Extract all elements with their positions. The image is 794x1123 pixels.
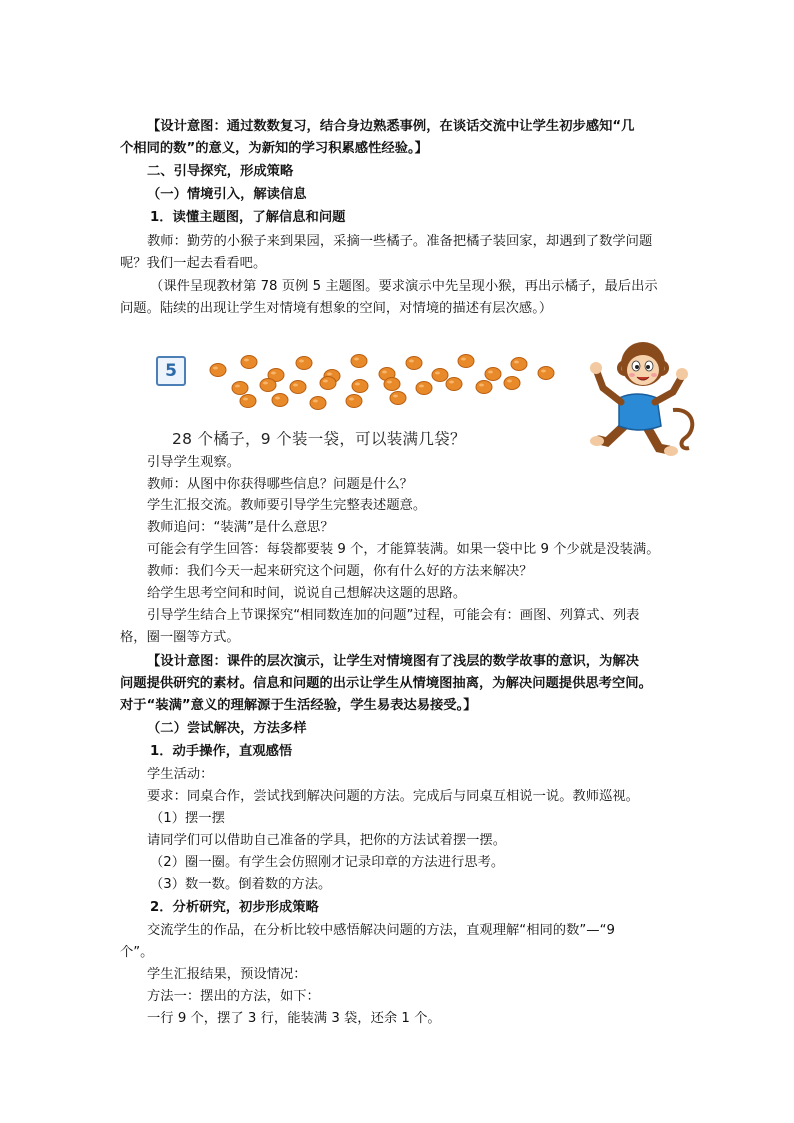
orange-icon bbox=[432, 369, 448, 382]
paragraph-line: 个”。 bbox=[120, 945, 154, 960]
paragraph-line: 学生活动： bbox=[147, 767, 214, 782]
orange-icon bbox=[504, 377, 520, 390]
paragraph-line: 一行 9 个，摆了 3 行，能装满 3 袋，还余 1 个。 bbox=[147, 1011, 441, 1026]
orange-icon bbox=[241, 356, 257, 369]
orange-icon bbox=[260, 379, 276, 392]
orange-icon bbox=[310, 397, 326, 410]
theme-figure bbox=[148, 328, 608, 454]
paragraph-line: 教师追问：“装满”是什么意思？ bbox=[147, 520, 334, 535]
paragraph-line: 引导学生观察。 bbox=[147, 455, 241, 470]
orange-icon bbox=[351, 355, 367, 368]
heading-line: 问题提供研究的素材。信息和问题的出示让学生从情境图抽离，为解决问题提供思考空间。 bbox=[120, 676, 652, 691]
paragraph-line: 学生汇报结果，预设情况： bbox=[147, 967, 307, 982]
paragraph-line: 可能会有学生回答：每袋都要装 9 个，才能算装满。如果一袋中比 9 个少就是没装满。 bbox=[147, 542, 660, 557]
paragraph-line: 教师：我们今天一起来研究这个问题，你有什么好的方法来解决？ bbox=[147, 564, 533, 579]
heading-line: 个相同的数”的意义，为新知的学习积累感性经验。】 bbox=[120, 141, 428, 156]
heading-line: 【设计意图：课件的层次演示，让学生对情境图有了浅层的数学故事的意识，为解决 bbox=[147, 654, 639, 669]
paragraph-line: 请同学们可以借助自己准备的学具，把你的方法试着摆一摆。 bbox=[147, 833, 507, 848]
paragraph-line: 问题。陆续的出现让学生对情境有想象的空间，对情境的描述有层次感。） bbox=[120, 301, 553, 316]
orange-icon bbox=[511, 358, 527, 371]
paragraph-line: 教师：勤劳的小猴子来到果园，采摘一些橘子。准备把橘子装回家，却遇到了数学问题 bbox=[147, 234, 653, 249]
paragraph-line: （2）圈一圈。有学生会仿照刚才记录印章的方法进行思考。 bbox=[150, 855, 505, 870]
orange-icon bbox=[352, 380, 368, 393]
orange-icon bbox=[320, 377, 336, 390]
example-number-badge: 5 bbox=[156, 356, 186, 386]
paragraph-line: （课件呈现教材第 78 页例 5 主题图。要求演示中先呈现小猴，再出示橘子，最后出示 bbox=[150, 279, 658, 294]
heading-line: 1．动手操作，直观感悟 bbox=[150, 744, 293, 759]
orange-icon bbox=[290, 381, 306, 394]
heading-line: （一）情境引入，解读信息 bbox=[147, 187, 307, 202]
orange-icon bbox=[296, 357, 312, 370]
oranges-illustration bbox=[148, 328, 608, 428]
paragraph-line: 给学生思考空间和时间，说说自己想解决这题的思路。 bbox=[147, 586, 467, 601]
paragraph-line: 方法一：摆出的方法，如下： bbox=[147, 989, 320, 1004]
heading-line: 对于“装满”意义的理解源于生活经验，学生易表达易接受。】 bbox=[120, 698, 477, 713]
paragraph-line: （3）数一数。倒着数的方法。 bbox=[150, 877, 332, 892]
orange-icon bbox=[446, 378, 462, 391]
orange-icon bbox=[538, 367, 554, 380]
orange-icon bbox=[232, 382, 248, 395]
orange-icon bbox=[384, 378, 400, 391]
heading-line: 1．读懂主题图，了解信息和问题 bbox=[150, 210, 346, 225]
heading-line: 2．分析研究，初步形成策略 bbox=[150, 900, 319, 915]
orange-icon bbox=[346, 395, 362, 408]
paragraph-line: 学生汇报交流。教师要引导学生完整表述题意。 bbox=[147, 498, 427, 513]
paragraph-line: 教师：从图中你获得哪些信息？问题是什么？ bbox=[147, 477, 413, 492]
paragraph-line: 要求：同桌合作，尝试找到解决问题的方法。完成后与同桌互相说一说。教师巡视。 bbox=[147, 789, 639, 804]
paragraph-line: 格，圈一圈等方式。 bbox=[120, 630, 240, 645]
monkey-icon bbox=[585, 330, 700, 460]
paragraph-line: （1）摆一摆 bbox=[150, 811, 225, 826]
figure-caption: 28 个橘子，9 个装一袋，可以装满几袋？ bbox=[172, 430, 466, 448]
heading-line: 二、引导探究，形成策略 bbox=[147, 164, 294, 179]
paragraph-line: 引导学生结合上节课探究“相同数连加的问题”过程，可能会有：画图、列算式、列表 bbox=[147, 608, 640, 623]
paragraph-line: 呢？我们一起去看看吧。 bbox=[120, 256, 267, 271]
heading-line: （二）尝试解决，方法多样 bbox=[147, 721, 307, 736]
orange-icon bbox=[390, 392, 406, 405]
orange-icon bbox=[272, 394, 288, 407]
orange-icon bbox=[476, 381, 492, 394]
orange-icon bbox=[458, 355, 474, 368]
heading-line: 【设计意图：通过数数复习，结合身边熟悉事例，在谈话交流中让学生初步感知“几 bbox=[147, 119, 635, 134]
orange-icon bbox=[210, 364, 226, 377]
orange-icon bbox=[406, 357, 422, 370]
orange-icon bbox=[240, 395, 256, 408]
paragraph-line: 交流学生的作品，在分析比较中感悟解决问题的方法，直观理解“相同的数”—“9 bbox=[147, 923, 615, 938]
orange-icon bbox=[485, 368, 501, 381]
orange-icon bbox=[416, 382, 432, 395]
